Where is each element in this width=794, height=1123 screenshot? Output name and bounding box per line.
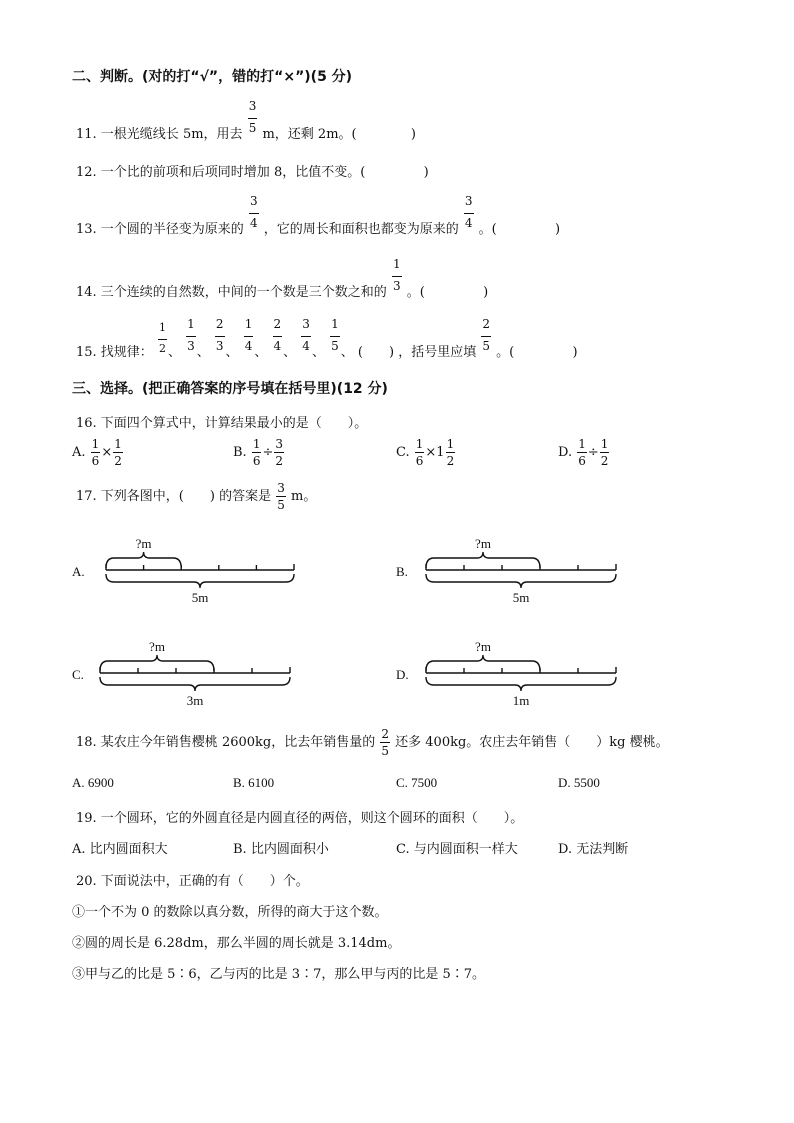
q17-diagram-c-label: C. xyxy=(72,667,84,682)
question-19-stem: 19. 一个圆环，它的外圆直径是内圆直径的两倍，则这个圆环的面积（ ）。 xyxy=(76,811,524,826)
q14-fraction: $\frac{1}{3}$ xyxy=(392,257,401,293)
q16-c-frac-1: $\frac{1}{6}$ xyxy=(415,437,424,468)
q13-fraction-2: $\frac{3}{4}$ xyxy=(464,194,473,230)
q17-diagram-c xyxy=(94,633,294,713)
q15-sep: 、 xyxy=(340,345,354,360)
operator: ×1 xyxy=(425,445,445,460)
top-brace xyxy=(426,552,540,568)
question-15 xyxy=(76,318,578,360)
section3-title: 三、选择。(把正确答案的序号填在括号里)(12 分) xyxy=(72,381,388,397)
bottom-brace-label: 3m xyxy=(186,693,204,708)
q15-seq-fraction: $\frac{1}{3}$ xyxy=(187,317,195,353)
top-brace-label: ?m xyxy=(135,536,152,551)
q17-text-b: m。 xyxy=(291,489,317,504)
q15-seq-fraction: $\frac{1}{5}$ xyxy=(331,317,339,353)
section2-title: 二、判断。(对的打“√”，错的打“×”)(5 分) xyxy=(72,69,353,85)
question-17 xyxy=(76,482,316,511)
top-brace-label: ?m xyxy=(475,639,491,654)
q15-text-b: ，括号里应填 xyxy=(398,345,477,360)
bottom-brace xyxy=(106,574,294,588)
q17-diagram-d-label: D. xyxy=(396,667,409,682)
q18-option-a: A. 6900 xyxy=(72,775,114,790)
q15-seq-fraction: $\frac{2}{3}$ xyxy=(215,317,224,353)
q17-diagram-a-label: A. xyxy=(72,564,85,579)
q12-paren-close: ) xyxy=(423,165,429,180)
top-brace xyxy=(100,655,214,671)
q20-statement-3: ③甲与乙的比是 5∶6，乙与丙的比是 3∶7，那么甲与丙的比是 5∶7。 xyxy=(72,967,486,982)
q13-paren-close: ) xyxy=(555,222,561,237)
q15-seq-fraction: $\frac{3}{4}$ xyxy=(302,317,310,353)
q16-option-b xyxy=(233,438,285,467)
q17-fraction: $\frac{3}{5}$ xyxy=(277,481,285,512)
q11-text-b: m，还剩 2m。( xyxy=(262,127,357,142)
q15-sep: 、 xyxy=(283,345,297,360)
question-14 xyxy=(76,258,488,300)
q16-option-d xyxy=(558,438,610,467)
q15-sep: 、 xyxy=(167,345,181,360)
q16-d-frac-1: $\frac{1}{6}$ xyxy=(578,437,586,468)
top-brace-label: ?m xyxy=(475,536,491,551)
question-11 xyxy=(76,100,416,142)
q15-sep: 、 xyxy=(254,345,268,360)
q18-fraction: $\frac{2}{5}$ xyxy=(381,727,390,758)
question-20-stem: 20. 下面说法中，正确的有（ ）个。 xyxy=(76,874,309,889)
q13-text-a: 13. 一个圆的半径变为原来的 xyxy=(76,222,244,237)
q16-a-frac-2: $\frac{1}{2}$ xyxy=(114,437,122,468)
q16-b-frac-2: $\frac{3}{2}$ xyxy=(275,437,284,468)
q16-d-frac-2: $\frac{1}{2}$ xyxy=(600,437,609,468)
operator: ÷ xyxy=(262,445,274,460)
q18-text-b: 还多 400kg。农庄去年销售（ ）kg 樱桃。 xyxy=(395,735,669,750)
q15-text-c: 。( xyxy=(496,345,515,360)
q17-diagram-a xyxy=(100,530,300,610)
question-13 xyxy=(76,195,560,237)
q11-fraction: $\frac{3}{5}$ xyxy=(248,99,257,135)
q19-option-b: B. 比内圆面积小 xyxy=(233,842,329,857)
q15-text-a: 15. 找规律： xyxy=(76,345,153,360)
option-label: B. xyxy=(233,445,247,460)
bottom-brace-label: 5m xyxy=(191,590,209,605)
q11-paren-close: ) xyxy=(410,127,416,142)
bottom-brace xyxy=(426,574,616,588)
q14-text-a: 14. 三个连续的自然数，中间的一个数是三个数之和的 xyxy=(76,285,387,300)
question-16-stem: 16. 下面四个算式中，计算结果最小的是（ ）。 xyxy=(76,416,368,431)
q20-statement-1: ①一个不为 0 的数除以真分数，所得的商大于这个数。 xyxy=(72,905,388,920)
q15-sep: 、 xyxy=(225,345,239,360)
q18-option-d: D. 5500 xyxy=(558,775,600,790)
q15-paren-close: ) xyxy=(572,345,578,360)
q16-c-frac-2: $\frac{1}{2}$ xyxy=(446,437,455,468)
q11-text-a: 11. 一根光缆线长 5m，用去 xyxy=(76,127,243,142)
q17-diagram-b xyxy=(420,530,620,610)
q15-blank: ( ) xyxy=(357,345,395,360)
option-label: C. xyxy=(396,445,410,460)
q15-seq-fraction: $\frac{2}{4}$ xyxy=(273,317,282,353)
q15-seq-fraction: $\frac{1}{2}$ xyxy=(158,321,166,355)
q13-text-c: 。( xyxy=(478,222,497,237)
operator: ÷ xyxy=(587,445,599,460)
q17-text-a: 17. 下列各图中，( ) 的答案是 xyxy=(76,489,272,504)
option-label: D. xyxy=(558,445,573,460)
q18-option-c: C. 7500 xyxy=(396,775,438,790)
operator: × xyxy=(101,445,113,460)
q16-a-frac-1: $\frac{1}{6}$ xyxy=(91,437,100,468)
bottom-brace xyxy=(426,677,616,691)
q16-option-c xyxy=(396,438,456,467)
q14-text-b: 。( xyxy=(406,285,425,300)
top-brace-label: ?m xyxy=(149,639,165,654)
q19-option-d: D. 无法判断 xyxy=(558,842,629,857)
q15-sep: 、 xyxy=(311,345,325,360)
q13-text-b: ，它的周长和面积也都变为原来的 xyxy=(263,222,459,237)
q18-option-b: B. 6100 xyxy=(233,775,275,790)
bottom-brace-label: 1m xyxy=(512,693,530,708)
q12-text: 12. 一个比的前项和后项同时增加 8，比值不变。( xyxy=(76,165,366,180)
q16-b-frac-1: $\frac{1}{6}$ xyxy=(252,437,261,468)
q17-diagram-b-label: B. xyxy=(396,564,408,579)
q19-option-c: C. 与内圆面积一样大 xyxy=(396,842,518,857)
q18-text-a: 18. 某农庄今年销售樱桃 2600kg，比去年销售量的 xyxy=(76,735,376,750)
question-12 xyxy=(76,161,429,180)
q15-seq-fraction: $\frac{1}{4}$ xyxy=(244,317,253,353)
top-brace xyxy=(426,655,540,671)
q19-option-a: A. 比内圆面积大 xyxy=(72,842,168,857)
q17-diagram-d xyxy=(420,633,620,713)
q15-answer-fraction: $\frac{2}{5}$ xyxy=(482,317,490,353)
option-label: A. xyxy=(72,445,86,460)
q13-fraction-1: $\frac{3}{4}$ xyxy=(249,194,258,230)
bottom-brace-label: 5m xyxy=(512,590,530,605)
question-18 xyxy=(76,728,669,757)
q16-option-a xyxy=(72,438,124,467)
bottom-brace xyxy=(100,677,290,691)
q14-paren-close: ) xyxy=(483,285,489,300)
q20-statement-2: ②圆的周长是 6.28dm，那么半圆的周长就是 3.14dm。 xyxy=(72,936,401,951)
q15-sep: 、 xyxy=(196,345,210,360)
